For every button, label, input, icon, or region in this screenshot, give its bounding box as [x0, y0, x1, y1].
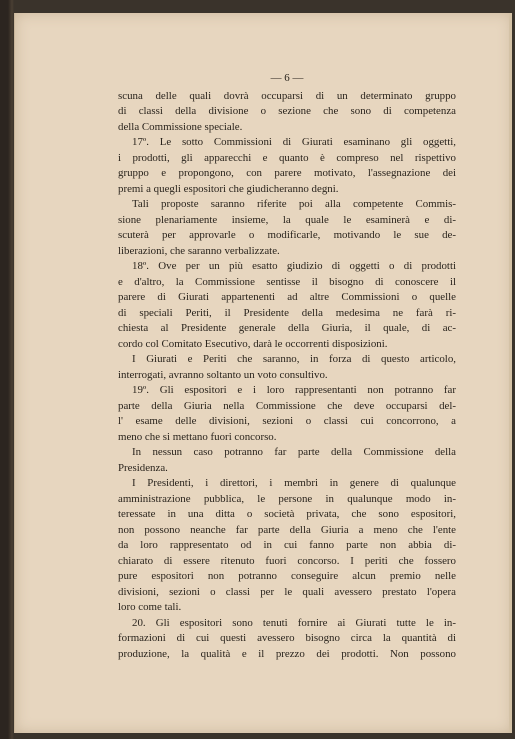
text-line: cordo col Comitato Esecutivo, darà le occorrenti disposizioni.	[118, 337, 388, 350]
text-line: 19º. Gli espositori e i loro rappresentanti non potranno far	[132, 384, 456, 396]
text-line: 17º. Le sotto Commissioni di Giurati esaminano gli oggetti,	[132, 136, 456, 148]
page-number: — 6 —	[270, 72, 304, 84]
text-line: amministrazione pubblica, le persone in qualunque modo in-	[118, 492, 456, 505]
text-line: scuna delle quali dovrà occuparsi di un determinato gruppo	[118, 89, 456, 102]
text-line: produzione, la qualità e il prezzo dei prodotti. Non possono	[118, 647, 456, 660]
paragraph	[118, 383, 456, 445]
text-line: di classi della divisione o sezione che sono di competenza	[118, 105, 456, 117]
text-line: 18º. Ove per un più esatto giudizio di oggetti o di prodotti	[132, 260, 456, 272]
text-line: l' esame delle divisioni, sezioni o classi cui concorrono, a	[118, 415, 456, 427]
text-line: meno che si mettano fuori concorso.	[118, 430, 277, 443]
text-line: I Giurati e Periti che saranno, in forza di questo articolo,	[132, 353, 456, 365]
text-line: teressate in una ditta o società privata, che sono espositori,	[118, 508, 456, 520]
text-line: divisioni, sezioni o classi per le quali avessero prestato l'opera	[118, 585, 456, 598]
text-line: parte della Giuria nella Commissione che deve occuparsi del-	[118, 399, 456, 412]
paragraph	[118, 89, 456, 136]
text-line: liberazioni, che saranno verbalizzate.	[118, 244, 280, 257]
text-line: scuterà per approvarle o modificarle, motivando le sue de-	[118, 229, 456, 241]
text-line: gruppo e propongono, con parere motivato, l'assegnazione dei	[118, 167, 456, 179]
document-page	[14, 13, 512, 733]
text-line: e d'altro, la Commissione sentisse il bisogno di conoscere il	[118, 275, 456, 288]
text-line: chiarato di essere ritenuto fuori concorso. I periti che fossero	[118, 554, 456, 567]
text-line: pure espositori non potranno conseguire alcun premio nelle	[118, 570, 456, 582]
text-line: In nessun caso potranno far parte della Commissione della	[132, 446, 456, 458]
text-line: di speciali Periti, il Presidente della medesima ne farà ri-	[118, 306, 456, 319]
paragraph	[118, 445, 456, 476]
text-line: loro come tali.	[118, 601, 182, 613]
text-line: parere di Giurati appartenenti ad altre Commissioni o quelle	[118, 291, 456, 303]
paragraph	[118, 476, 456, 616]
text-line: interrogati, avranno soltanto un voto consultivo.	[118, 368, 328, 381]
paragraph	[118, 352, 456, 383]
text-line: non possono neanche far parte della Giuria a meno che l'ente	[118, 523, 456, 536]
text-line: Tali proposte saranno riferite poi alla competente Commis-	[132, 198, 456, 210]
text-line: della Commissione speciale.	[118, 120, 243, 133]
paragraph	[118, 197, 456, 259]
text-line: formazioni di cui questi avessero bisogno circa la quantità di	[118, 632, 456, 644]
paragraph	[118, 259, 456, 352]
text-line: I Presidenti, i direttori, i membri in genere di qualunque	[132, 477, 456, 489]
text-line: 20. Gli espositori sono tenuti fornire ai Giurati tutte le in-	[132, 616, 456, 629]
text-line: premi a quegli espositori che giudicheranno degni.	[118, 182, 339, 195]
page-text	[118, 71, 456, 662]
text-line: sione plenariamente insieme, la quale le esaminerà e di-	[118, 213, 456, 226]
text-line: i prodotti, gli apparecchi e quanto è compreso nel rispettivo	[118, 151, 456, 164]
text-line: Presidenza.	[118, 461, 168, 474]
paragraph	[118, 135, 456, 197]
paragraph	[118, 616, 456, 663]
text-line: chiesta al Presidente generale della Giuria, il quale, di ac-	[118, 322, 456, 334]
text-line: da loro rappresentato od in cui fanno parte non abbia di-	[118, 539, 456, 551]
